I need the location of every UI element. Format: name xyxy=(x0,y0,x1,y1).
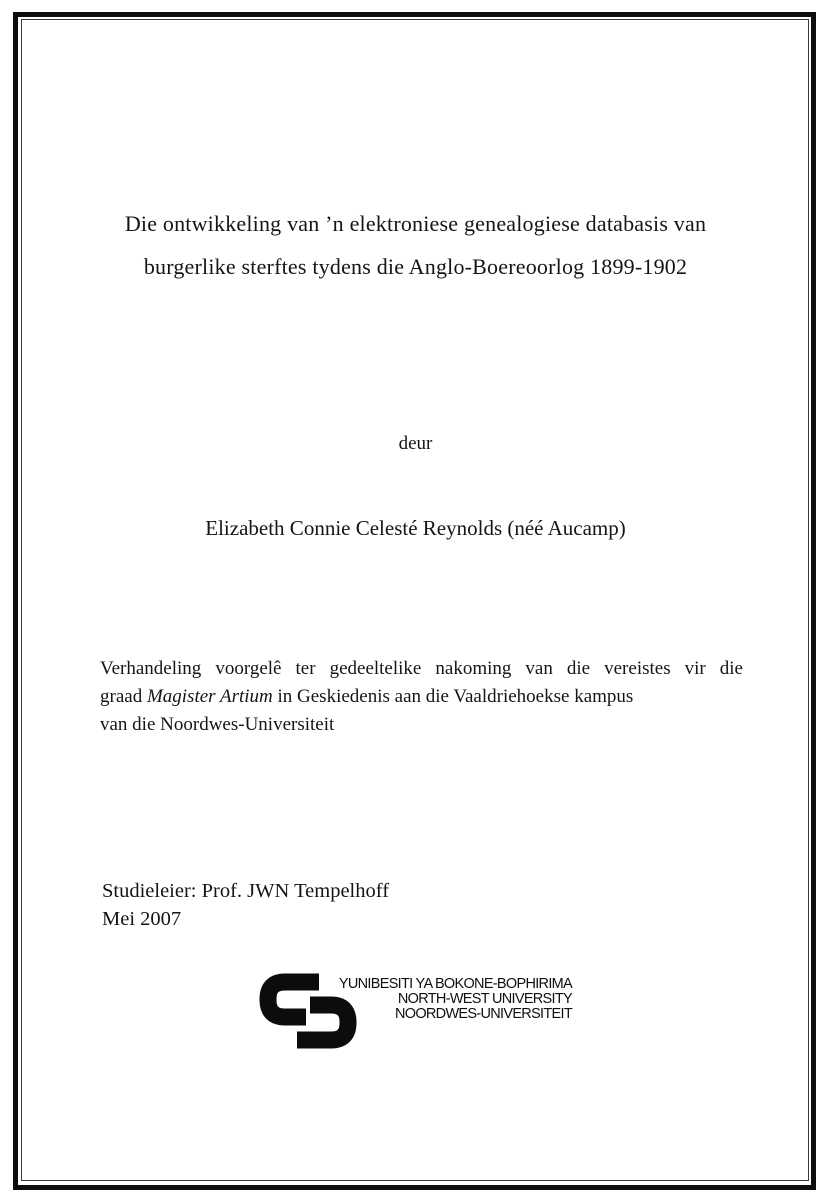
supervisor-line: Studieleier: Prof. JWN Tempelhoff xyxy=(102,880,390,902)
date-line: Mei 2007 xyxy=(102,908,182,930)
degree-statement-line1: Verhandeling voorgelê ter gedeeltelike nakoming van die vereistes vir die xyxy=(100,658,743,679)
page-title xyxy=(60,202,771,288)
university-logo-text xyxy=(339,977,572,1023)
logo-line-afrikaans: NOORDWES-UNIVERSITEIT xyxy=(394,1006,572,1023)
byline-deur: deur xyxy=(398,433,433,454)
degree-statement-line2-before: graad xyxy=(100,686,147,707)
logo-line-english: NORTH-WEST UNIVERSITY xyxy=(397,991,572,1008)
page-title-line1: Die ontwikkeling van ’n elektroniese genealogiese databasis van xyxy=(124,211,707,236)
page-title-line2: burgerlike sterftes tydens die Anglo-Boereoorlog 1899-1902 xyxy=(143,254,688,279)
degree-statement-line3: van die Noordwes-Universiteit xyxy=(100,714,335,735)
degree-statement-line2-after: in Geskiedenis aan die Vaaldriehoekse kampus xyxy=(272,686,634,707)
logo-line-setswana: YUNIBESITI YA BOKONE-BOPHIRIMA xyxy=(338,976,572,992)
supervisor-block xyxy=(102,877,389,933)
university-logo xyxy=(258,970,572,1050)
degree-name-italic: Magister Artium xyxy=(146,686,273,707)
degree-statement-line2 xyxy=(100,683,743,711)
degree-statement xyxy=(100,655,743,739)
author-name: Elizabeth Connie Celesté Reynolds (néé Aucamp) xyxy=(205,516,626,540)
